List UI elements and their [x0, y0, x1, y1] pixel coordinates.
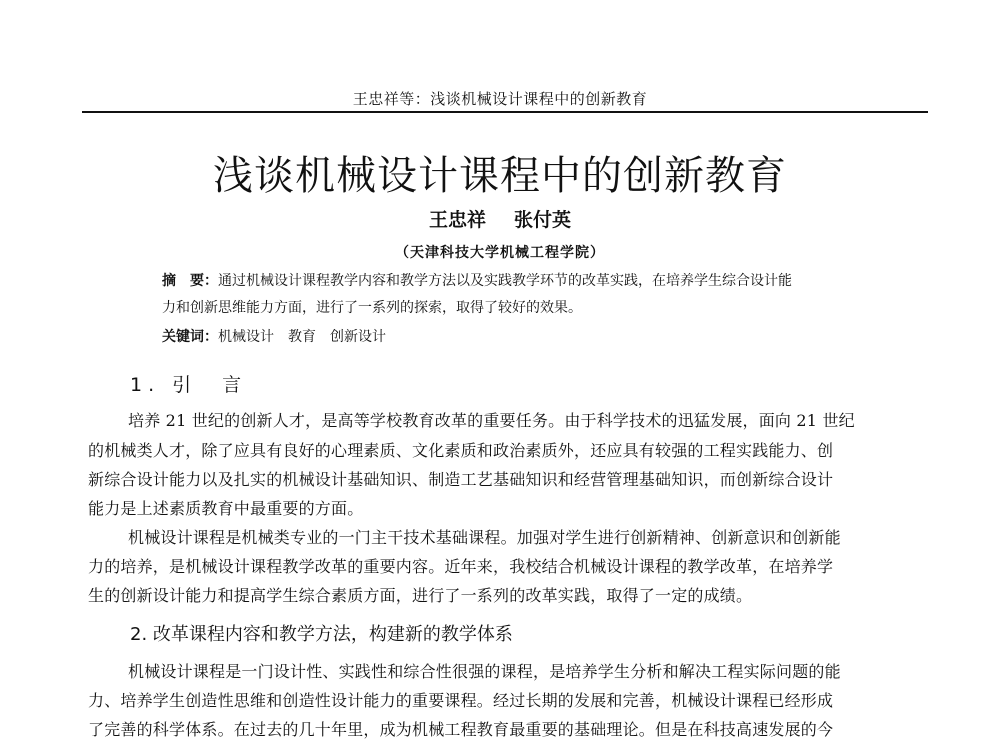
keyword: 教育: [288, 329, 316, 345]
paragraph-line: 生的创新设计能力和提高学生综合素质方面，进行了一系列的改革实践，取得了一定的成绩。: [88, 586, 753, 605]
keywords-label: 关键词：: [162, 329, 218, 345]
affiliation: （天津科技大学机械工程学院）: [395, 245, 605, 261]
abstract-text: 力和创新思维能力方面，进行了一系列的探索，取得了较好的效果。: [162, 300, 582, 316]
section-heading: 2. 改革课程内容和教学方法，构建新的教学体系: [130, 624, 513, 645]
paragraph-line: 了完善的科学体系。在过去的几十年里，成为机械工程教育最重要的基础理论。但是在科技高速发展的今: [88, 720, 834, 739]
keyword: 机械设计: [218, 329, 274, 345]
section-heading: 1. 引 言: [130, 374, 248, 396]
abstract-label: 摘 要：: [162, 273, 218, 289]
authors: [0, 205, 1000, 232]
abstract-text: 通过机械设计课程教学内容和教学方法以及实践教学环节的改革实践，在培养学生综合设计能: [218, 273, 792, 289]
paragraph-line: 力、培养学生创造性思维和创造性设计能力的重要课程。经过长期的发展和完善，机械设计课程已经形成: [88, 691, 834, 710]
paper-title: 浅谈机械设计课程中的创新教育: [213, 153, 787, 199]
paragraph-line: 培养 21 世纪的创新人才，是高等学校教育改革的重要任务。由于科学技术的迅猛发展，面向 21 世纪: [128, 411, 855, 430]
paragraph-line: 能力是上述素质教育中最重要的方面。: [88, 499, 364, 518]
keyword: 创新设计: [330, 329, 386, 345]
paragraph-line: 机械设计课程是机械类专业的一门主干技术基础课程。加强对学生进行创新精神、创新意识和创新能: [128, 528, 841, 547]
paragraph-line: 新综合设计能力以及扎实的机械设计基础知识、制造工艺基础知识和经营管理基础知识，而创新综合设计: [88, 470, 834, 489]
header-rule: [82, 111, 928, 113]
author-name: 王忠祥: [428, 209, 486, 231]
running-header: 王忠祥等：浅谈机械设计课程中的创新教育: [352, 90, 648, 108]
paragraph-line: 的机械类人才，除了应具有良好的心理素质、文化素质和政治素质外，还应具有较强的工程实践能力、创: [88, 441, 834, 460]
paragraph-line: 机械设计课程是一门设计性、实践性和综合性很强的课程，是培养学生分析和解决工程实际问题的能: [128, 662, 841, 681]
keywords: [162, 326, 400, 346]
abstract: [162, 268, 862, 322]
author-name: 张付英: [514, 209, 572, 231]
paragraph-line: 力的培养，是机械设计课程教学改革的重要内容。近年来，我校结合机械设计课程的教学改革，在培养学: [88, 557, 834, 576]
